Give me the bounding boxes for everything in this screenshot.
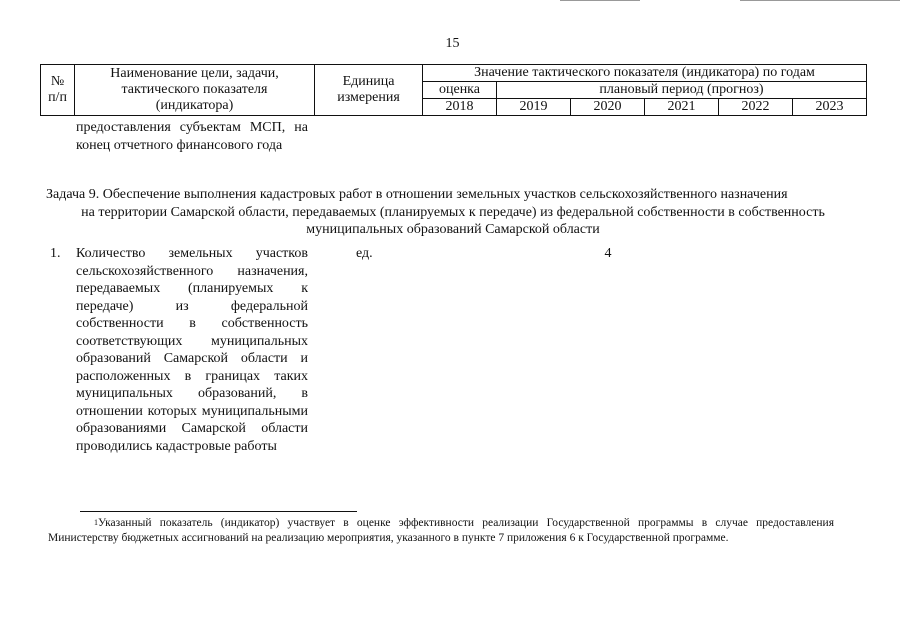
- task-heading-line-1: Задача 9. Обеспечение выполнения кадастровых работ в отношении земельных участков сельскохозяйственного назначения: [46, 187, 788, 202]
- footnote-marker: 1: [94, 518, 98, 527]
- year-2023: 2023: [793, 99, 867, 116]
- year-2018: 2018: [423, 99, 497, 116]
- col-name-header: Наименование цели, задачи, тактического показателя (индикатора): [75, 65, 315, 116]
- row-number: 1.: [50, 246, 61, 261]
- indicator-name: Количество земельных участков сельскохозяйственного назначения, передаваемых (планируемых к передаче) из федеральной собственности в собственность соответствующих муниципальных образований Самарской области и расположенных в границах таких муниципальных образований, в отношении которых муниципальными образованиями Самарской области проводились кадастровые работы: [76, 246, 308, 454]
- year-2022: 2022: [719, 99, 793, 116]
- continued-indicator-text: предоставления субъектам МСП, на конец отчетного финансового года: [76, 120, 308, 153]
- task-heading: [46, 186, 860, 239]
- col-unit-header: Единица измерения: [315, 65, 423, 116]
- year-2020: 2020: [571, 99, 645, 116]
- task-heading-rest: на территории Самарской области, передаваемых (планируемых к передаче) из федеральной собственности в собственность муниципальных образований Самарской области: [81, 204, 825, 237]
- estimate-header: оценка: [423, 82, 497, 99]
- col-values-header: Значение тактического показателя (индикатора) по годам: [423, 65, 867, 82]
- top-scan-rule: [740, 0, 900, 1]
- footnote: [48, 516, 834, 546]
- page-number: 15: [445, 36, 460, 51]
- col-number-header: № п/п: [41, 65, 75, 116]
- indicator-table-header: [40, 64, 867, 116]
- indicator-unit: ед.: [356, 246, 373, 261]
- year-2021: 2021: [645, 99, 719, 116]
- footnote-text: Указанный показатель (индикатор) участвует в оценке эффективности реализации Государственной программы в случае предоставления Министерству бюджетных ассигнований на реализацию мероприятия, указанного в пункте 7 приложения 6 к Государственной программе.: [48, 517, 834, 544]
- plan-period-header: плановый период (прогноз): [497, 82, 867, 99]
- year-2019: 2019: [497, 99, 571, 116]
- top-scan-rule: [560, 0, 640, 1]
- footnote-divider: [80, 511, 357, 512]
- indicator-value-2018: 4: [604, 246, 612, 261]
